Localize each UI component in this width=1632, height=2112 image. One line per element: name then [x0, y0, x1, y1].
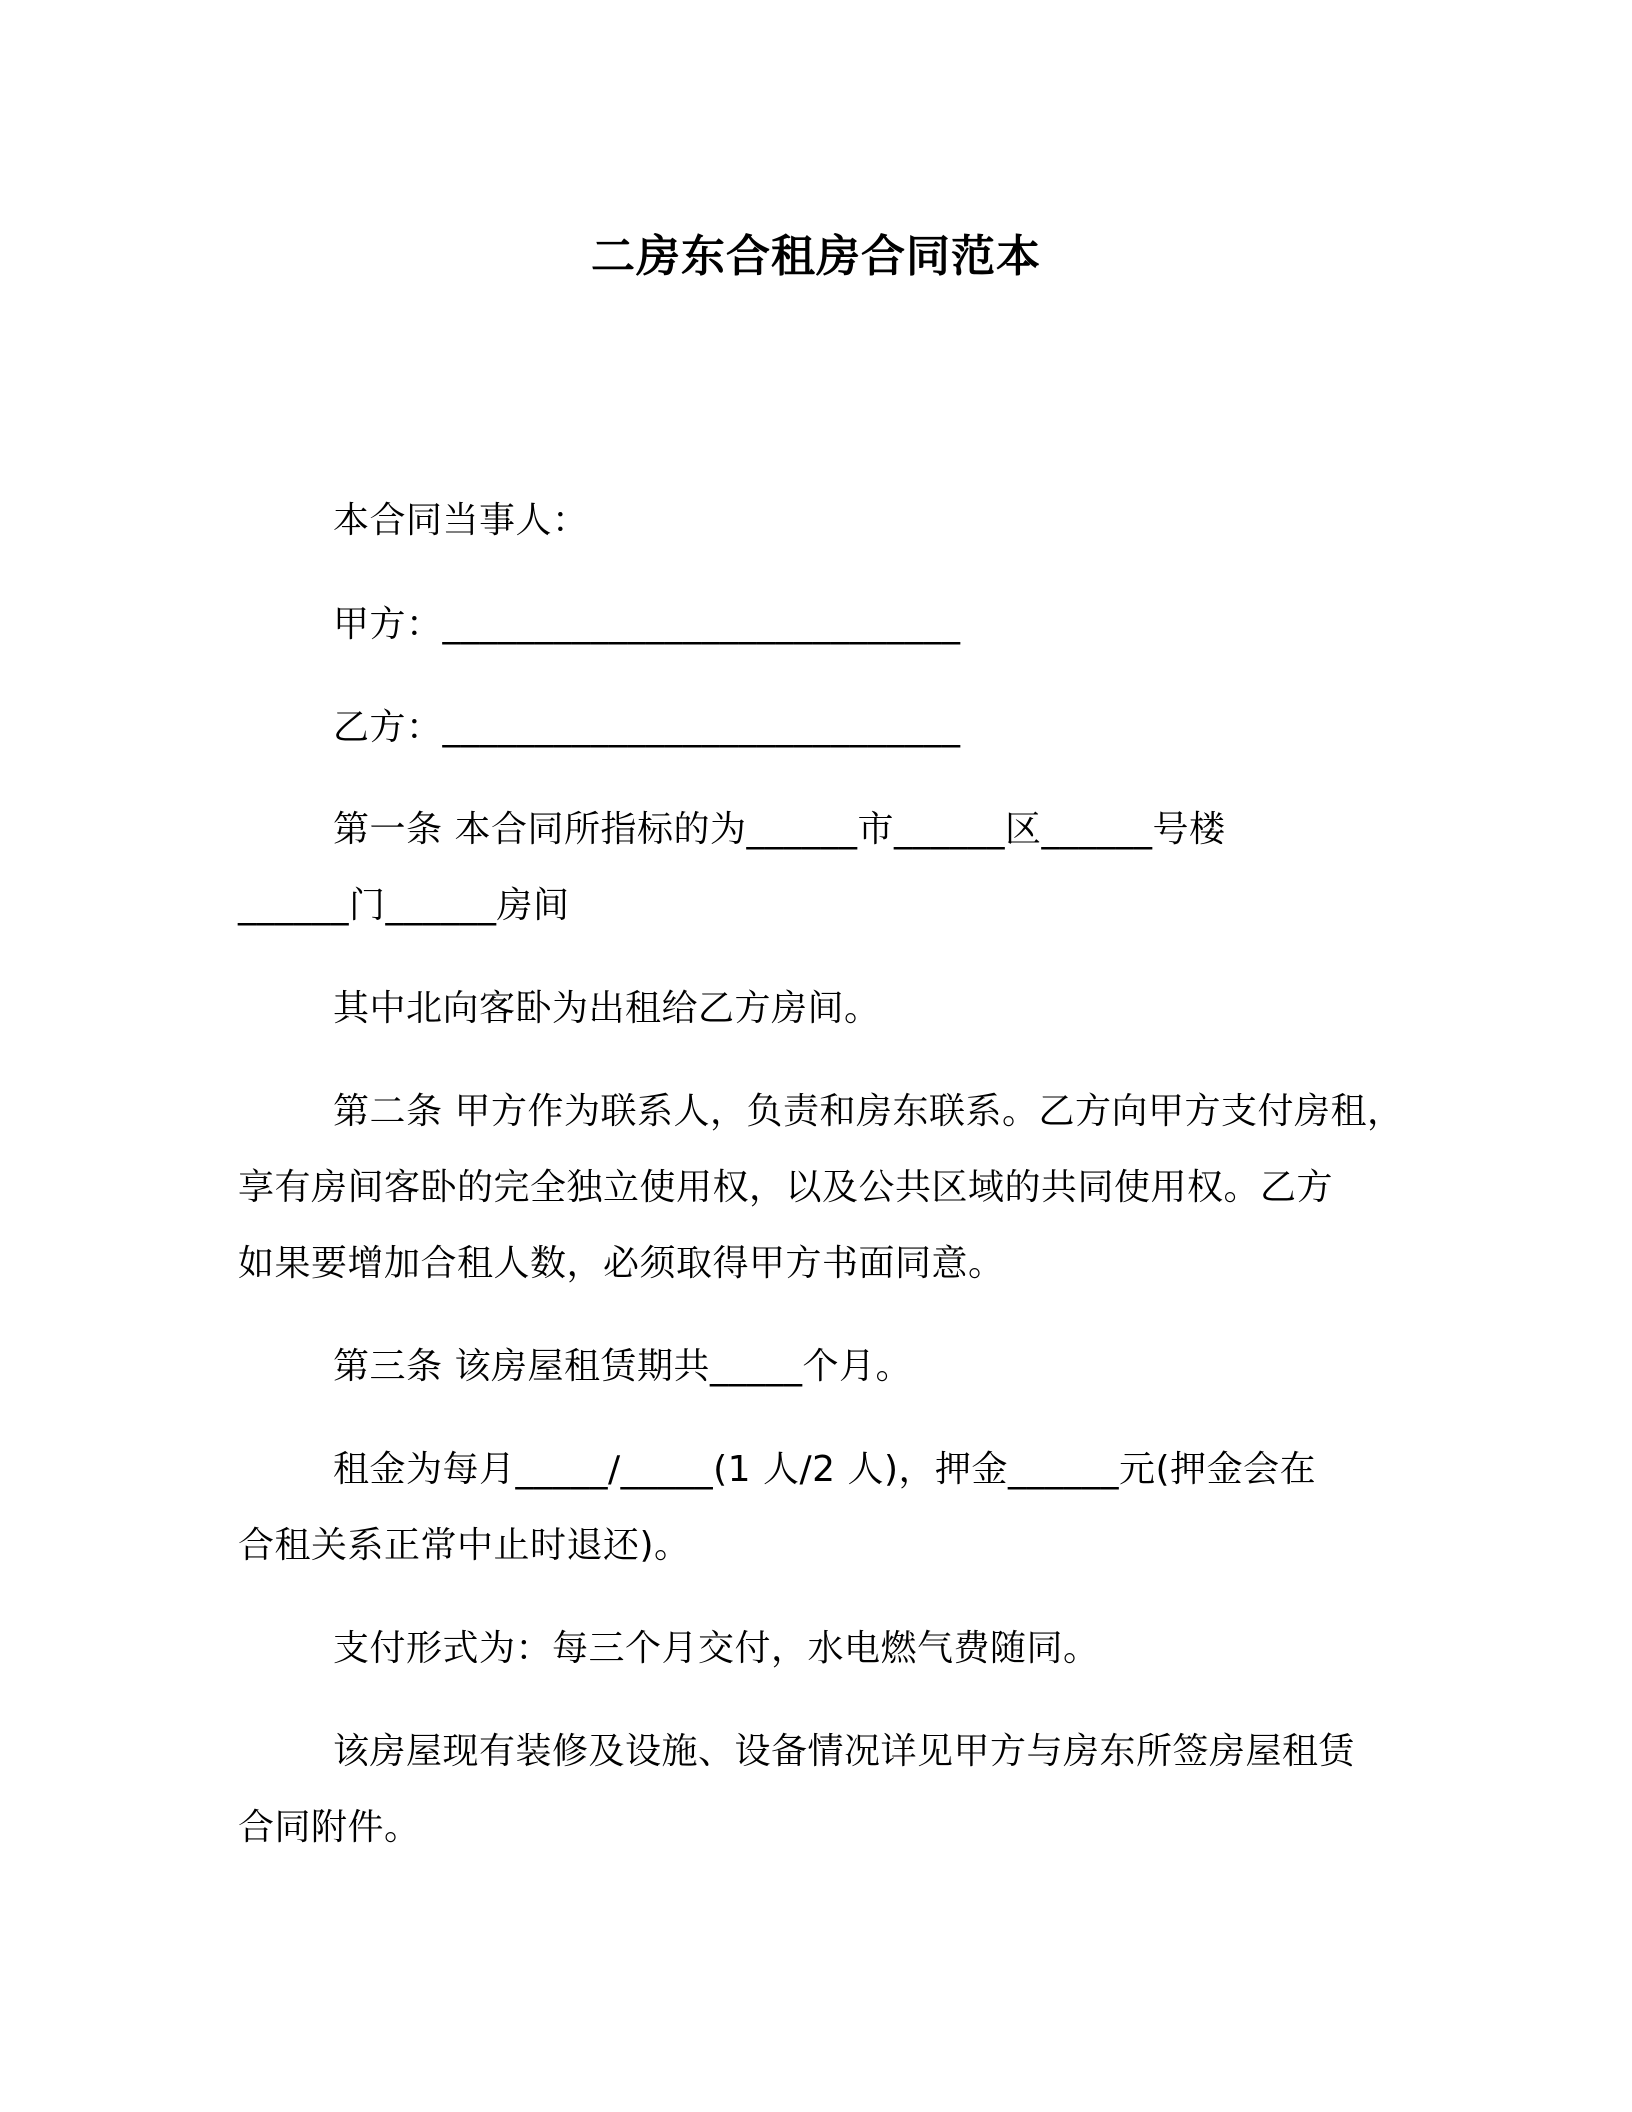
article-2-line-1: 第二条 甲方作为联系人，负责和房东联系。乙方向甲方支付房租，	[333, 1091, 1404, 1132]
document-title: 二房东合租房合同范本	[591, 231, 1041, 282]
rent-line-1: 租金为每月_____/_____(1 人/2 人)，押金______元(押金会在	[333, 1449, 1317, 1490]
article-2-line-2: 享有房间客卧的完全独立使用权，以及公共区域的共同使用权。乙方	[238, 1167, 1334, 1208]
room-description: 其中北向客卧为出租给乙方房间。	[333, 988, 881, 1029]
parties-heading: 本合同当事人：	[333, 500, 589, 541]
article-1-line-2: ______门______房间	[238, 885, 570, 926]
party-b-line: 乙方：____________________________	[333, 707, 961, 748]
article-3-line: 第三条 该房屋租赁期共_____个月。	[333, 1346, 912, 1387]
party-a-line: 甲方：____________________________	[333, 604, 961, 645]
facilities-line-2: 合同附件。	[238, 1807, 421, 1848]
article-1-line-1: 第一条 本合同所指标的为______市______区______号楼	[333, 809, 1226, 850]
facilities-line-1: 该房屋现有装修及设施、设备情况详见甲方与房东所签房屋租赁	[333, 1731, 1356, 1772]
rent-line-2: 合租关系正常中止时退还)。	[238, 1525, 691, 1566]
article-2-line-3: 如果要增加合租人数，必须取得甲方书面同意。	[238, 1243, 1005, 1284]
payment-line: 支付形式为：每三个月交付，水电燃气费随同。	[333, 1628, 1100, 1669]
